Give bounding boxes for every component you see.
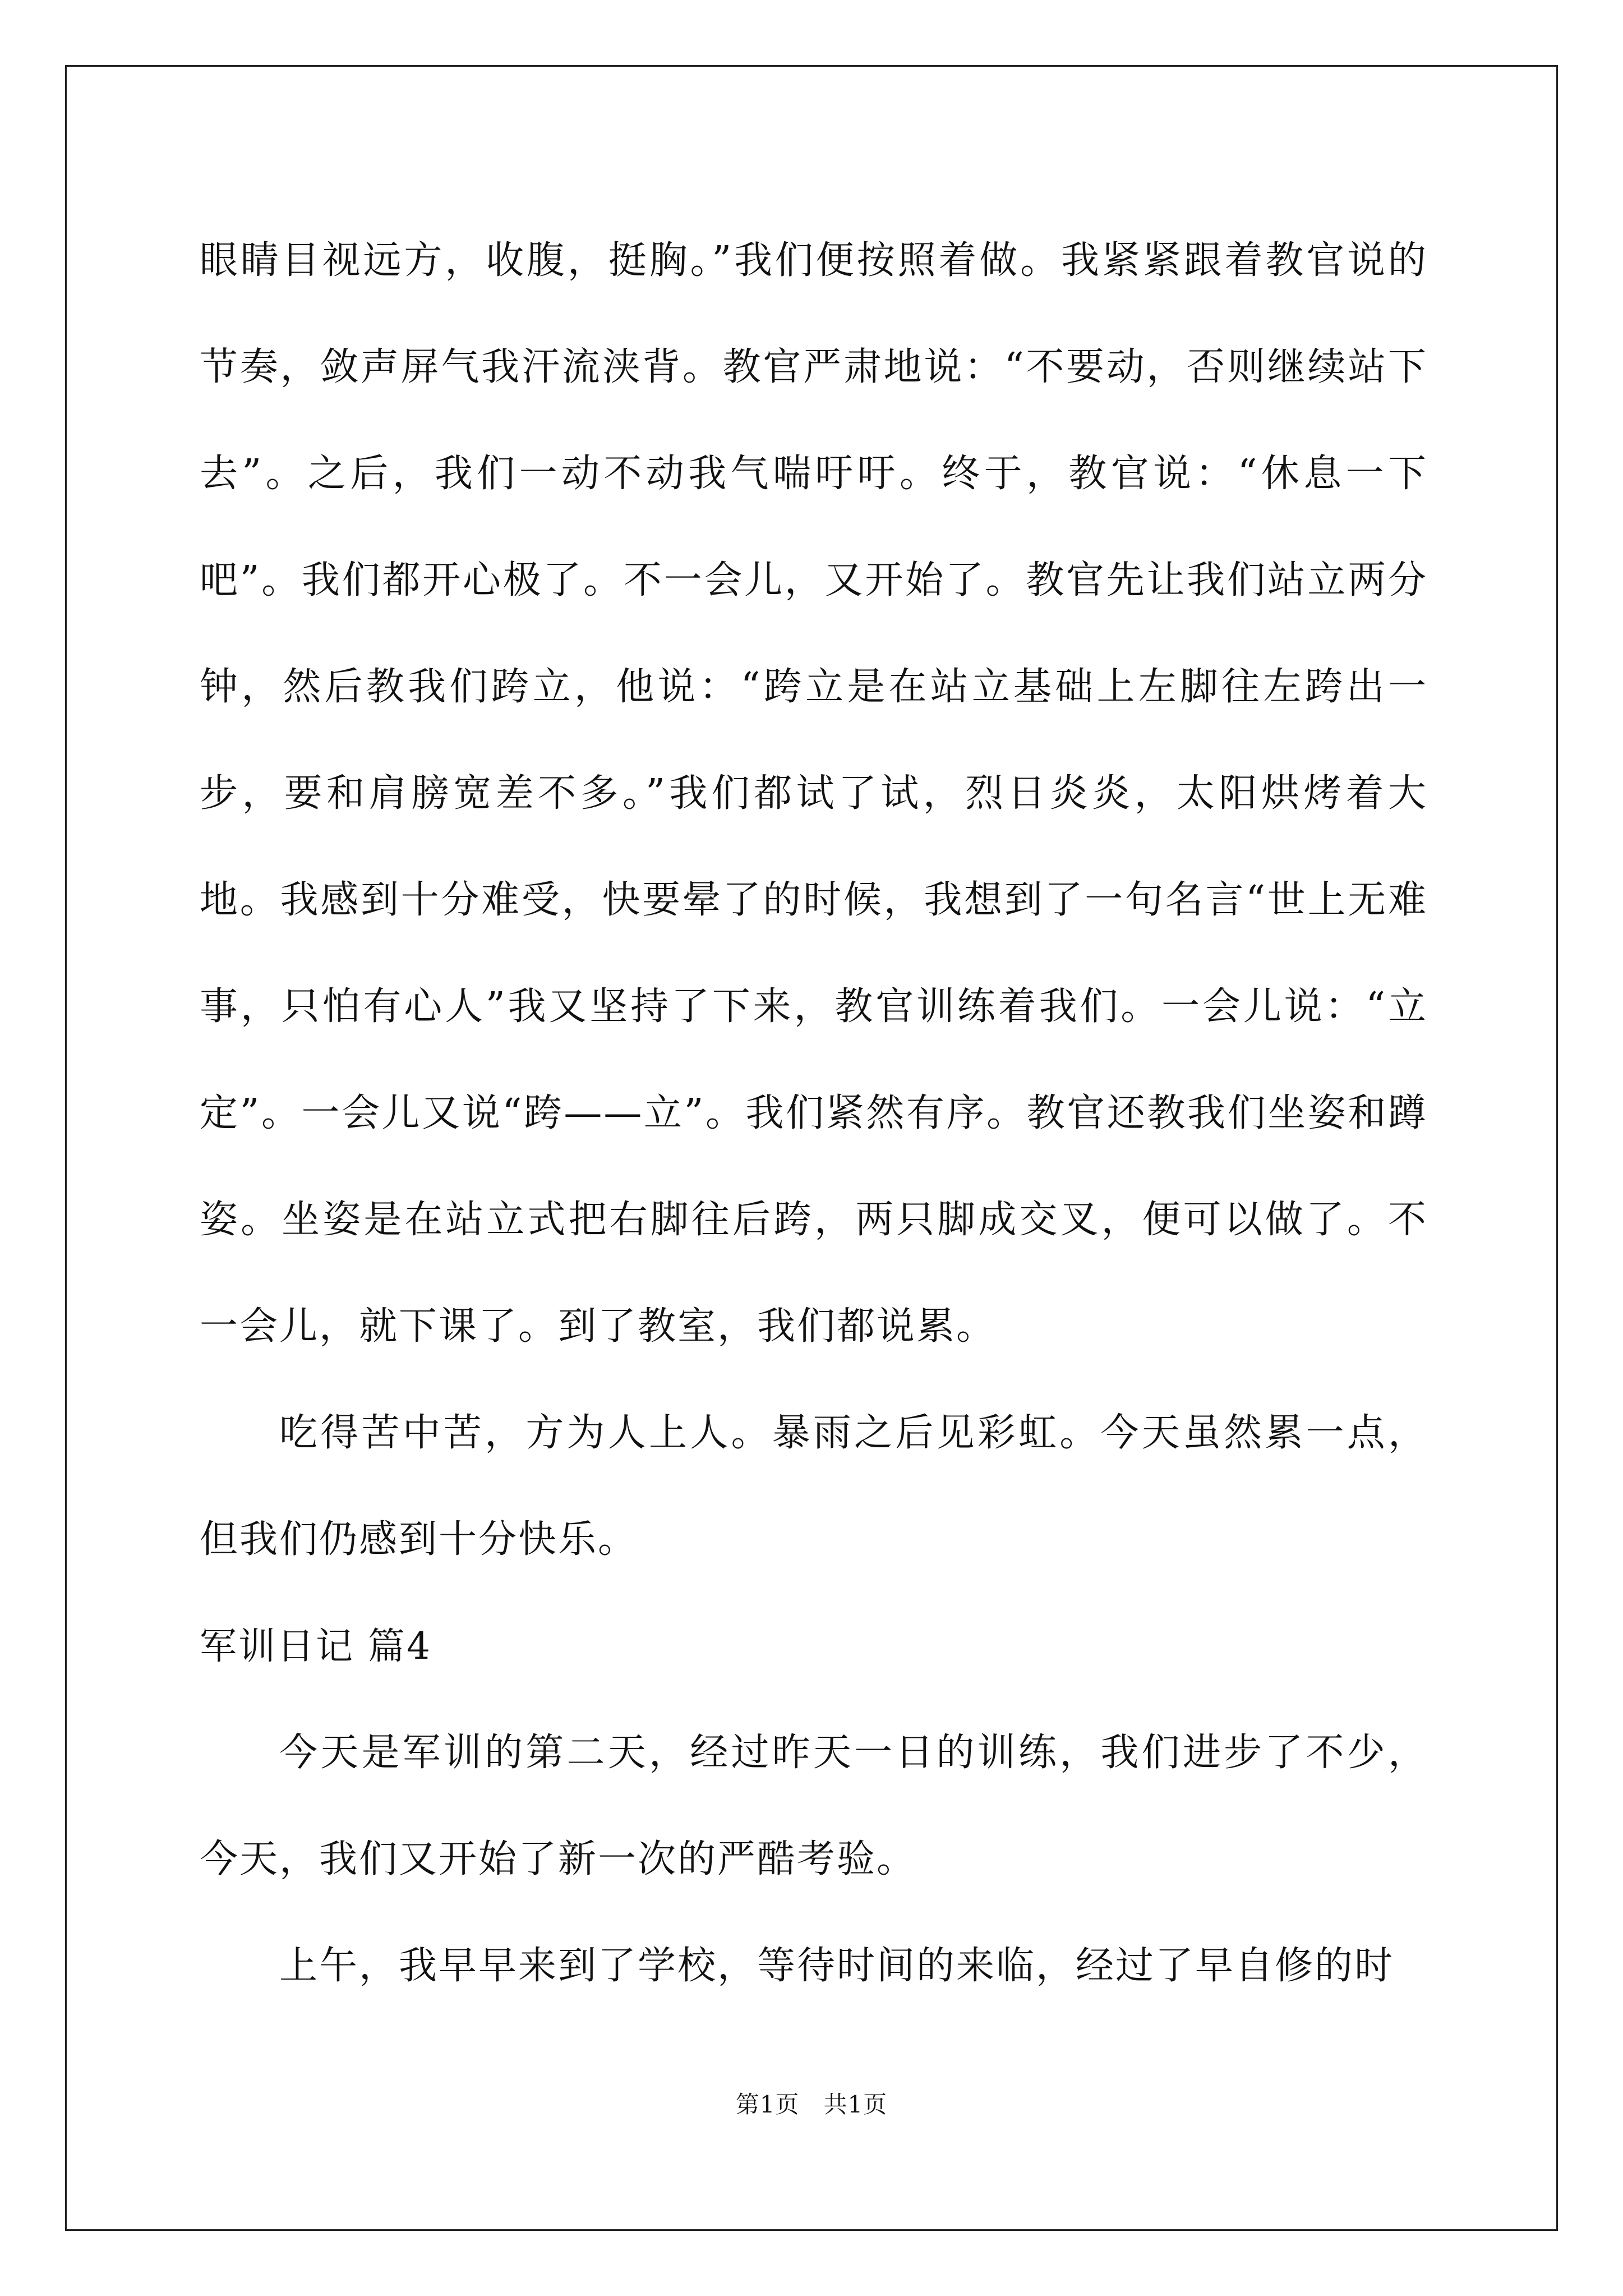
section-heading: 军训日记 篇4	[200, 1625, 432, 1668]
section-paragraph-1: 今天是军训的第二天，经过昨天一日的训练，我们进步了不少，今天，我们又开始了新一次的严酷考验。	[200, 1731, 1428, 1881]
page-number-footer: 第1页 共1页	[735, 2091, 888, 2118]
document-body	[200, 208, 1428, 2019]
body-paragraph-1: 眼睛目视远方，收腹，挺胸。”我们便按照着做。我紧紧跟着教官说的节奏，敛声屏气我汗流浃背。教官严肃地说：“不要动，否则继续站下去”。之后，我们一动不动我气喘吁吁。终于，教官说：“休息一下吧”。我们都开心极了。不一会儿，又开始了。教官先让我们站立两分钟，然后教我们跨立，他说：“跨立是在站立基础上左脚往左跨出一步，要和肩膀宽差不多。”我们都试了试，烈日炎炎，太阳烘烤着大地。我感到十分难受，快要晕了的时候，我想到了一句名言“世上无难事，只怕有心人”我又坚持了下来，教官训练着我们。一会儿说：“立定”。一会儿又说“跨——立”。我们紧然有序。教官还教我们坐姿和蹲姿。坐姿是在站立式把右脚往后跨，两只脚成交叉，便可以做了。不一会儿，就下课了。到了教室，我们都说累。	[200, 238, 1428, 1349]
body-paragraph-2: 吃得苦中苦，方为人上人。暴雨之后见彩虹。今天虽然累一点，但我们仍感到十分快乐。	[200, 1411, 1428, 1562]
section-paragraph-2: 上午，我早早来到了学校，等待时间的来临，经过了早自修的时	[279, 1944, 1395, 1988]
